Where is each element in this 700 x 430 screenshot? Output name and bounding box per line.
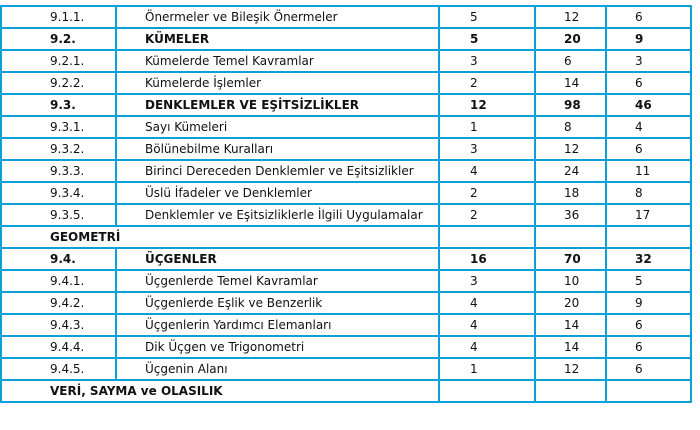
value-cell-1: 1 [439,358,535,380]
unit-row [1,94,691,116]
value-cell-1: 1 [439,116,535,138]
value-cell-3: 4 [606,116,691,138]
value-cell-1: 4 [439,314,535,336]
value-cell-3: 46 [606,94,691,116]
code-cell: 9.4.1. [1,270,116,292]
table-row [1,358,691,380]
value-cell-2: 12 [535,358,606,380]
value-cell-2: 14 [535,314,606,336]
name-cell: Sayı Kümeleri [116,116,439,138]
value-cell-2: 12 [535,138,606,160]
value-cell-3: 9 [606,28,691,50]
value-cell-1: 4 [439,292,535,314]
value-cell-2: 98 [535,94,606,116]
code-cell: 9.1.1. [1,6,116,28]
value-cell-1: 5 [439,28,535,50]
code-cell: 9.4. [1,248,116,270]
value-cell-3: 6 [606,358,691,380]
code-cell: 9.4.4. [1,336,116,358]
name-cell: Kümelerde İşlemler [116,72,439,94]
code-cell: 9.4.2. [1,292,116,314]
name-cell: Üslü İfadeler ve Denklemler [116,182,439,204]
name-cell: Üçgenlerde Temel Kavramlar [116,270,439,292]
curriculum-table [0,5,692,403]
curriculum-table-body [1,6,691,402]
value-cell-2: 8 [535,116,606,138]
code-cell: 9.3.1. [1,116,116,138]
value-cell-3: 3 [606,50,691,72]
code-cell: 9.2.1. [1,50,116,72]
value-cell-1: 12 [439,94,535,116]
value-cell-2: 10 [535,270,606,292]
name-cell: Denklemler ve Eşitsizliklerle İlgili Uygulamalar [116,204,439,226]
value-cell-3: 6 [606,72,691,94]
value-cell-3: 9 [606,292,691,314]
code-cell: 9.3.2. [1,138,116,160]
name-cell: Önermeler ve Bileşik Önermeler [116,6,439,28]
code-cell: 9.3.4. [1,182,116,204]
name-cell: KÜMELER [116,28,439,50]
value-cell-3: 6 [606,314,691,336]
table-row [1,138,691,160]
name-cell: Üçgenlerin Yardımcı Elemanları [116,314,439,336]
unit-row [1,248,691,270]
value-cell-2: 24 [535,160,606,182]
name-cell: Bölünebilme Kuralları [116,138,439,160]
empty-cell [606,226,691,248]
table-row [1,6,691,28]
empty-cell [439,226,535,248]
value-cell-3: 11 [606,160,691,182]
table-row [1,50,691,72]
value-cell-1: 2 [439,182,535,204]
value-cell-2: 20 [535,292,606,314]
value-cell-2: 12 [535,6,606,28]
empty-cell [606,380,691,402]
value-cell-1: 16 [439,248,535,270]
name-cell: Üçgenin Alanı [116,358,439,380]
value-cell-3: 6 [606,6,691,28]
value-cell-2: 6 [535,50,606,72]
value-cell-3: 17 [606,204,691,226]
value-cell-3: 6 [606,138,691,160]
value-cell-1: 3 [439,138,535,160]
unit-row [1,28,691,50]
code-cell: 9.2. [1,28,116,50]
value-cell-1: 4 [439,336,535,358]
table-row [1,204,691,226]
value-cell-3: 6 [606,336,691,358]
value-cell-3: 5 [606,270,691,292]
code-cell: 9.3.5. [1,204,116,226]
name-cell: Dik Üçgen ve Trigonometri [116,336,439,358]
section-label: VERİ, SAYMA ve OLASILIK [1,380,439,402]
name-cell: ÜÇGENLER [116,248,439,270]
empty-cell [535,226,606,248]
table-row [1,72,691,94]
value-cell-2: 36 [535,204,606,226]
table-row [1,292,691,314]
name-cell: Birinci Dereceden Denklemler ve Eşitsizlikler [116,160,439,182]
value-cell-3: 32 [606,248,691,270]
section-header-row [1,226,691,248]
code-cell: 9.2.2. [1,72,116,94]
table-row [1,182,691,204]
section-label: GEOMETRİ [1,226,439,248]
value-cell-2: 14 [535,336,606,358]
value-cell-1: 3 [439,270,535,292]
table-row [1,116,691,138]
table-row [1,314,691,336]
empty-cell [535,380,606,402]
section-header-row [1,380,691,402]
empty-cell [439,380,535,402]
table-row [1,336,691,358]
code-cell: 9.3. [1,94,116,116]
value-cell-1: 4 [439,160,535,182]
value-cell-1: 2 [439,204,535,226]
value-cell-1: 3 [439,50,535,72]
value-cell-2: 20 [535,28,606,50]
value-cell-1: 2 [439,72,535,94]
code-cell: 9.3.3. [1,160,116,182]
value-cell-1: 5 [439,6,535,28]
table-row [1,160,691,182]
table-row [1,270,691,292]
code-cell: 9.4.3. [1,314,116,336]
value-cell-3: 8 [606,182,691,204]
name-cell: Kümelerde Temel Kavramlar [116,50,439,72]
value-cell-2: 18 [535,182,606,204]
value-cell-2: 14 [535,72,606,94]
name-cell: Üçgenlerde Eşlik ve Benzerlik [116,292,439,314]
code-cell: 9.4.5. [1,358,116,380]
name-cell: DENKLEMLER VE EŞİTSİZLİKLER [116,94,439,116]
value-cell-2: 70 [535,248,606,270]
